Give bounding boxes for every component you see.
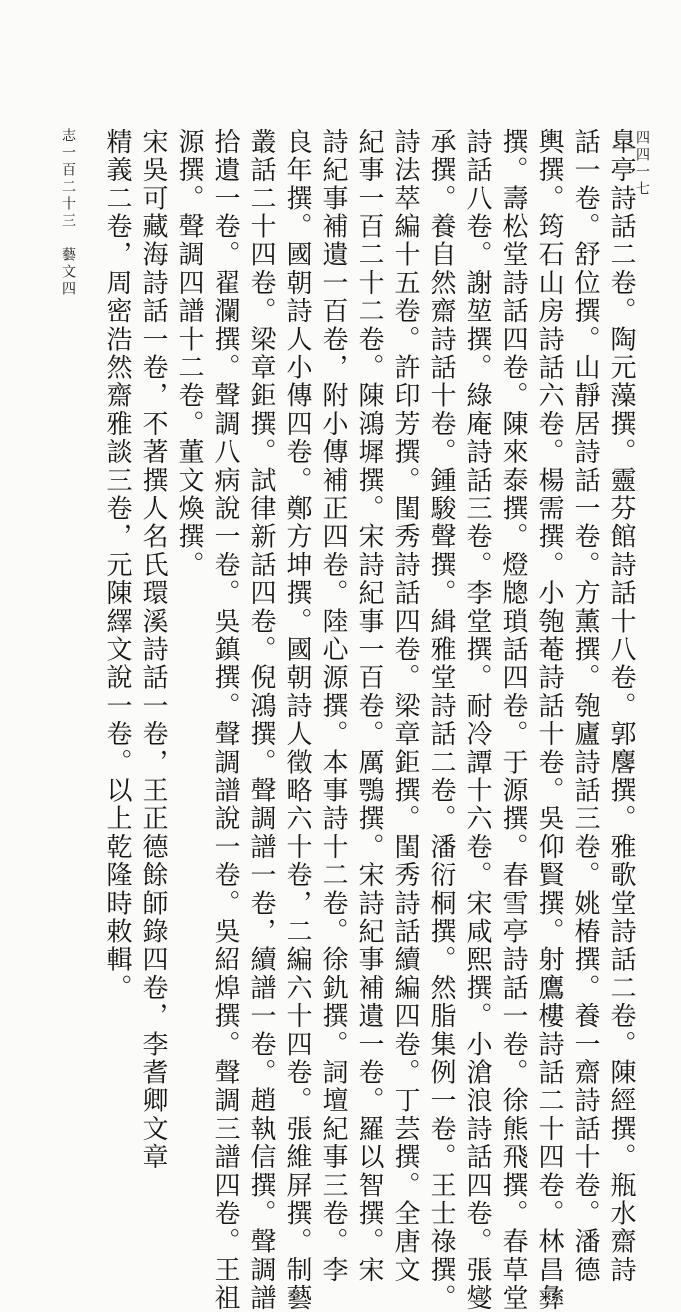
text-column-8: 紀事一百二十二卷。陳鴻墀撰。宋詩紀事一百卷。厲鶚撰。宋詩紀事補遺一卷。羅以智撰。宋: [354, 128, 384, 1285]
text-column-14: 宋吳可藏海詩話一卷，不著撰人名氏環溪詩話一卷，王正德餘師錄四卷，李耆卿文章: [138, 128, 168, 1172]
text-column-9: 詩紀事補遺一百卷，附小傳補正四卷。陸心源撰。本事詩十二卷。徐釚撰。詞壇紀事三卷。李: [318, 128, 348, 1285]
text-column-1: 臯亭詩話二卷。陶元藻撰。靈芬館詩話十八卷。郭麐撰。雅歌堂詩話二卷。陳經撰。瓶水齋詩: [606, 128, 636, 1285]
text-column-3: 輿撰。筠石山房詩話六卷。楊需撰。小匏菴詩話十卷。吳仰賢撰。射鷹樓詩話二十四卷。林昌彝: [534, 128, 564, 1312]
left-margin-title: 志一百二十三 藝文四: [60, 128, 76, 298]
text-column-12: 拾遺一卷。翟瀾撰。聲調八病說一卷。吳鎮撰。聲調譜說一卷。吳紹㷆撰。聲調三譜四卷。王祖: [210, 128, 240, 1312]
text-column-2: 話一卷。舒位撰。山靜居詩話一卷。方薰撰。匏廬詩話三卷。姚椿撰。養一齋詩話十卷。潘德: [570, 128, 600, 1285]
right-page-number: 四四一七: [634, 130, 650, 198]
text-column-4: 撰。壽松堂詩話四卷。陳來泰撰。燈牕瑣話四卷。于源撰。春雪亭詩話一卷。徐熊飛撰。春草堂: [498, 128, 528, 1312]
text-column-13: 源撰。聲調四譜十二卷。董文煥撰。: [174, 128, 204, 580]
text-column-10: 良年撰。國朝詩人小傳四卷。鄭方坤撰。國朝詩人徵略六十卷，二編六十四卷。張維屏撰。制藝: [282, 128, 312, 1312]
text-column-11: 叢話二十四卷。梁章鉅撰。試律新話四卷。倪鴻撰。聲調譜一卷，續譜一卷。趙執信撰。聲調譜: [246, 128, 276, 1312]
text-column-7: 詩法萃編十五卷。許印芳撰。閨秀詩話四卷。梁章鉅撰。閨秀詩話續編四卷。丁芸撰。全唐文: [390, 128, 420, 1285]
text-column-15: 精義二卷，周密浩然齋雅談三卷，元陳繹文說一卷。以上乾隆時敕輯。: [102, 128, 132, 1003]
text-column-5: 詩話八卷。謝堃撰。綠庵詩話三卷。李堂撰。耐冷譚十六卷。宋咸熙撰。小滄浪詩話四卷。張燮: [462, 128, 492, 1312]
text-column-6: 承撰。養自然齋詩話十卷。鍾駿聲撰。緝雅堂詩話二卷。潘衍桐撰。然脂集例一卷。王士祿撰。: [426, 128, 456, 1312]
